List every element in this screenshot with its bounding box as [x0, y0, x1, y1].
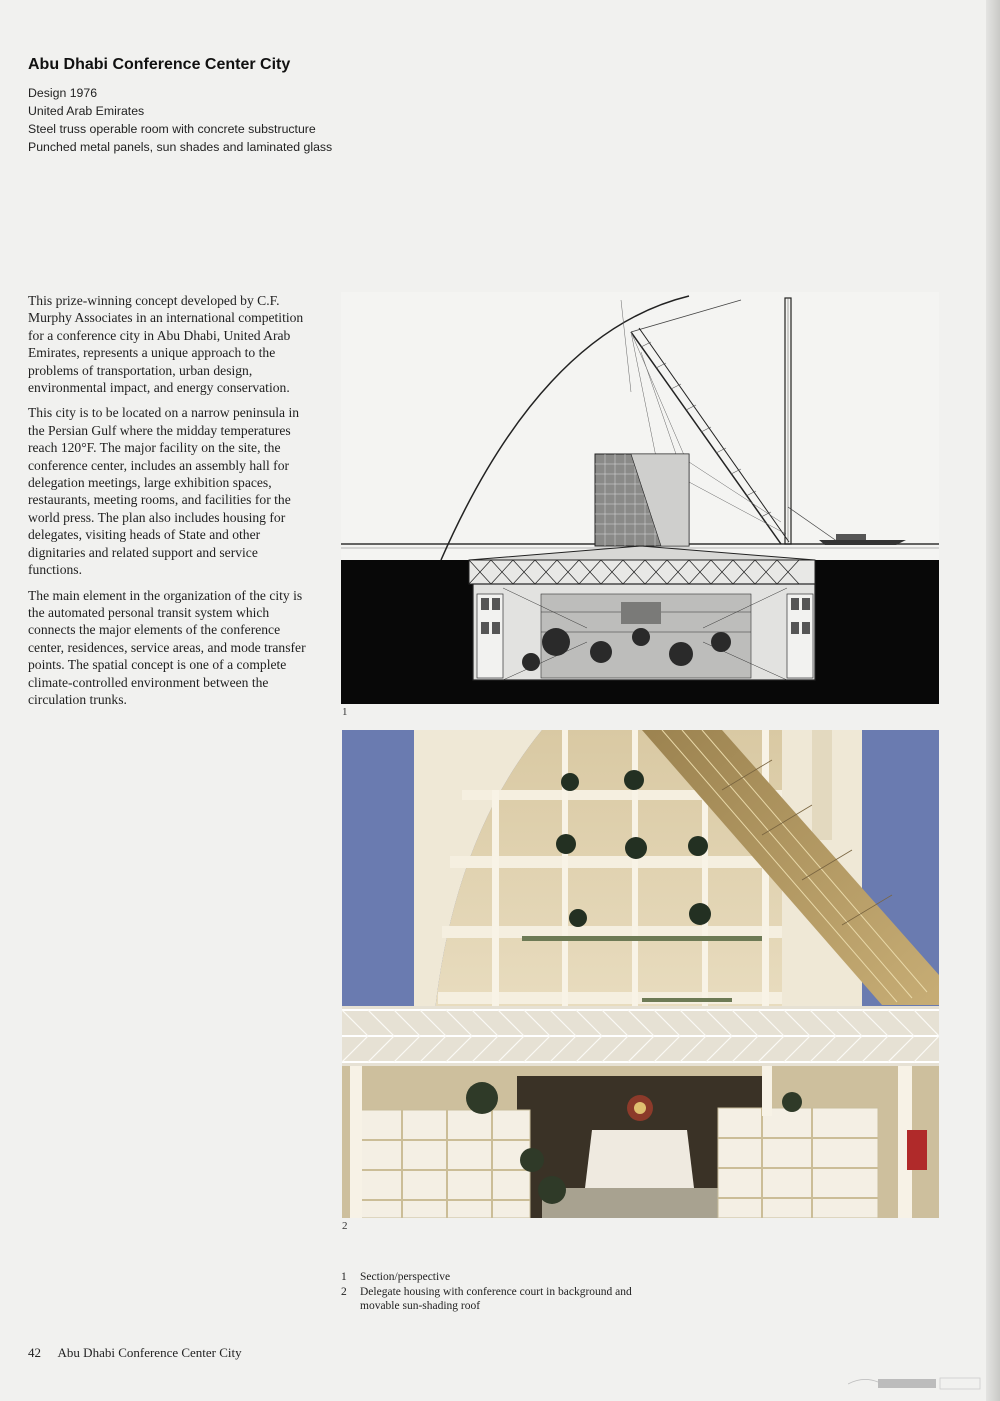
section-drawing-svg [341, 292, 939, 704]
running-title: Abu Dhabi Conference Center City [57, 1345, 242, 1360]
meta-structure: Steel truss operable room with concrete substructure [28, 122, 316, 136]
model-photo-svg [342, 730, 939, 1218]
caption-number: 2 [341, 1285, 347, 1298]
page-edge [986, 0, 1000, 1401]
page-number: 42 [28, 1345, 41, 1360]
project-meta [28, 84, 332, 156]
page-footer [28, 1345, 242, 1361]
caption-item [341, 1285, 641, 1314]
body-text [28, 292, 313, 716]
page-title: Abu Dhabi Conference Center City [28, 56, 291, 73]
figure-captions [341, 1270, 641, 1314]
figure-2-number: 2 [342, 1220, 348, 1232]
body-paragraph: This prize-winning concept developed by C.F. Murphy Associates in an international competition for a conference city in Abu Dhabi, United Arab Emirates, represents a unique approach to the problems of transportation, urban design, environmental impact, and energy conservation. [28, 293, 304, 396]
caption-text: Delegate housing with conference court in background and movable sun-shading roof [360, 1285, 632, 1312]
meta-location: United Arab Emirates [28, 104, 145, 118]
section-perspective-drawing [341, 292, 939, 704]
body-paragraph: The main element in the organization of the city is the automated personal transit system which connects the major elements of the conference center, residences, service areas, and mode transfer points. The spatial concept is one of a complete climate-controlled environment between the circulation trunks. [28, 587, 306, 707]
caption-number: 1 [341, 1271, 347, 1283]
model-photograph [342, 730, 939, 1218]
watermark-logo-icon [848, 1374, 988, 1394]
caption-item [341, 1270, 641, 1285]
caption-text: Section/perspective [360, 1271, 451, 1283]
figure-1-number: 1 [342, 706, 348, 718]
body-paragraph: This city is to be located on a narrow peninsula in the Persian Gulf where the midday temperatures reach 120°F. The major facility on the site, the conference center, includes an assembly hall for delegation meetings, large exhibition spaces, restaurants, meeting rooms, and facilities for the world press. The plan also includes housing for delegates, visiting heads of State and other dignitaries and related support and service functions. [28, 405, 300, 578]
meta-materials: Punched metal panels, sun shades and laminated glass [28, 140, 333, 154]
meta-design-year: Design 1976 [28, 86, 98, 100]
